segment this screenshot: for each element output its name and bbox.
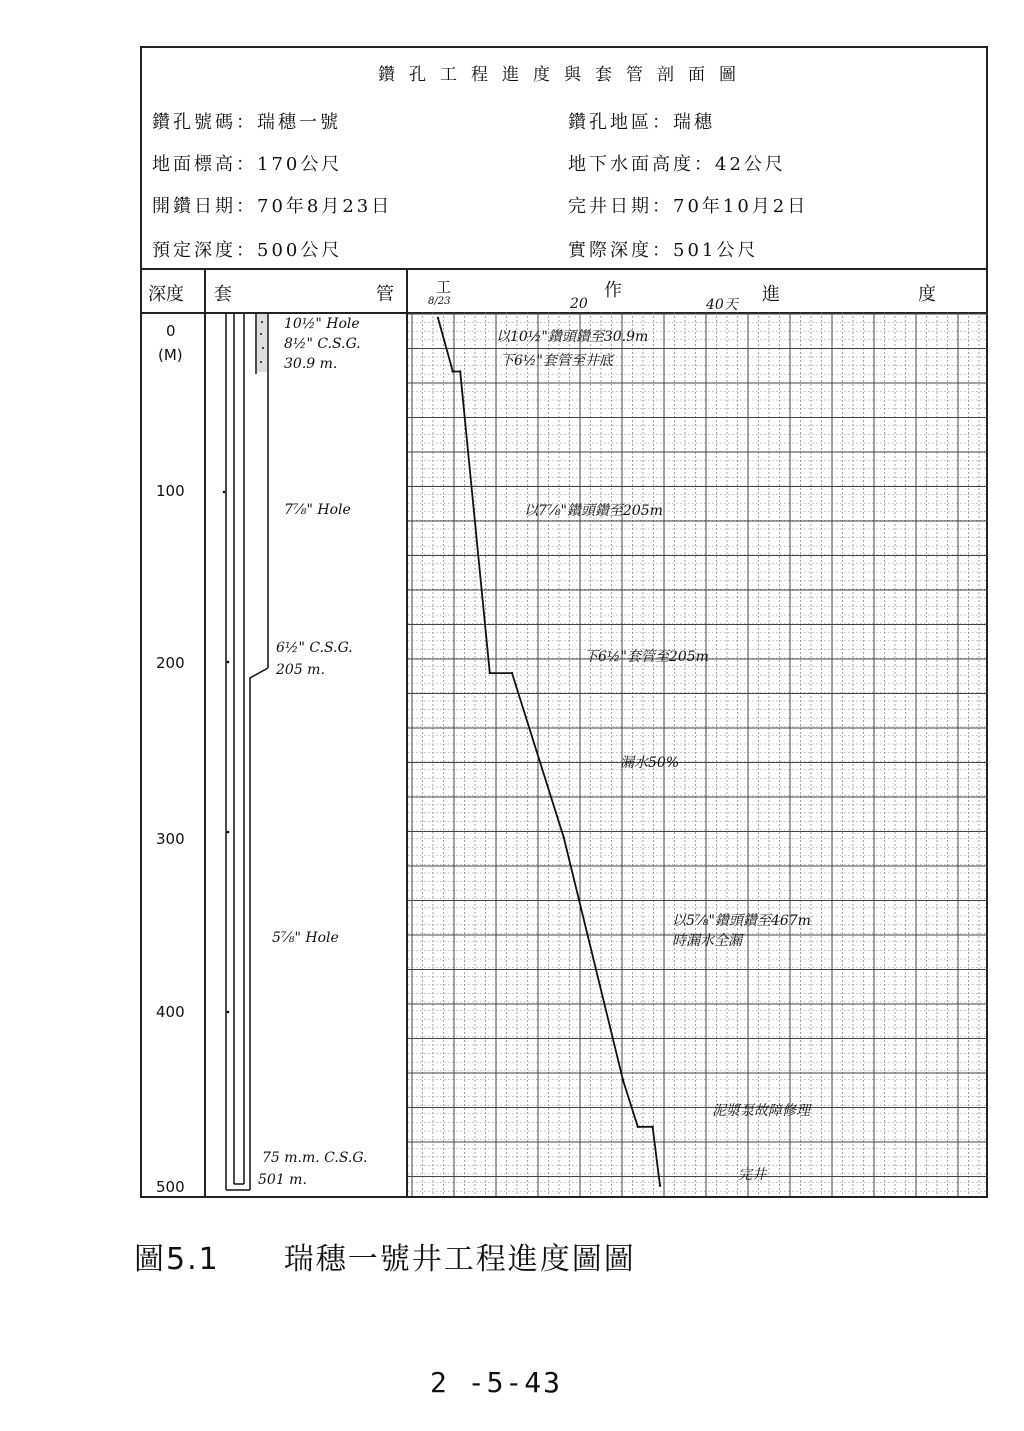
progress-header-1: 工	[436, 278, 452, 296]
casing-header-left: 套	[214, 284, 232, 305]
progress-note-5: 漏水50%	[620, 755, 680, 771]
progress-note-6: 以5⅞"鑽頭鑽至467m	[672, 913, 811, 929]
casing-note-csg2-depth: 205 m.	[276, 662, 325, 678]
day-label-20: 20	[570, 296, 588, 312]
elevation-value: 170公尺	[257, 154, 343, 175]
figure-title: 鑽孔工程進度與套管剖面圖	[378, 65, 750, 85]
progress-point	[511, 672, 513, 674]
well-no-label: 鑽孔號碼：	[152, 112, 257, 133]
water-level	[568, 150, 786, 176]
progress-note-7: 時漏水全漏	[672, 933, 742, 949]
bottom-border	[140, 1196, 988, 1198]
depth-tick-300: 300	[156, 830, 185, 848]
progress-note-8: 泥漿泵故障修理	[712, 1103, 810, 1119]
planned-depth	[152, 236, 342, 262]
start-date-label: 開鑽日期：	[152, 196, 257, 217]
progress-note-4: 下6½"套管至205m	[584, 649, 709, 665]
actual-depth-value: 501公尺	[673, 240, 759, 261]
progress-header-2: 作	[604, 280, 622, 301]
progress-note-1: 以10½"鑽頭鑽至30.9m	[496, 329, 649, 345]
finish-date	[568, 192, 808, 218]
actual-depth	[568, 236, 758, 262]
progress-point	[459, 370, 461, 372]
progress-point	[659, 1185, 661, 1187]
well-no-value: 瑞穗一號	[257, 112, 341, 133]
casing-note-hole3: 5⅞" Hole	[272, 930, 339, 946]
progress-point	[637, 1126, 639, 1128]
day-label-start: 8/23	[428, 296, 451, 307]
day-label-40: 40天	[706, 297, 738, 313]
figure-caption: 圖5.1 瑞穗一號井工程進度圖圖	[134, 1242, 636, 1277]
depth-unit: (M)	[158, 346, 183, 364]
casing-note-csg3-depth: 501 m.	[258, 1172, 307, 1188]
casing-note-csg3: 75 m.m. C.S.G.	[262, 1150, 368, 1166]
area-value: 瑞穗	[673, 112, 715, 133]
water-level-label: 地下水面高度：	[568, 154, 715, 175]
depth-tick-500: 500	[156, 1178, 185, 1196]
depth-tick-0: 0	[166, 322, 176, 340]
chart-grid	[408, 312, 988, 1196]
depth-tick-400: 400	[156, 1003, 185, 1021]
elevation-label: 地面標高：	[152, 154, 257, 175]
elevation	[152, 150, 342, 176]
depth-column-header: 深度	[148, 284, 184, 305]
progress-header-3: 進	[762, 284, 780, 305]
casing-note-hole1: 10½" Hole	[284, 316, 360, 332]
progress-header-4: 度	[918, 284, 936, 305]
progress-chart	[408, 312, 988, 1196]
finish-date-value: 70年10月2日	[673, 196, 809, 217]
depth-tick-100: 100	[156, 482, 185, 500]
progress-note-2: 下6½"套管至井底	[500, 353, 613, 369]
area	[568, 108, 715, 134]
water-level-value: 42公尺	[715, 154, 786, 175]
progress-point	[452, 370, 454, 372]
area-label: 鑽孔地區：	[568, 112, 673, 133]
page-number: 2 -5-43	[430, 1366, 563, 1399]
progress-point	[489, 672, 491, 674]
casing-diagram	[206, 312, 406, 1196]
progress-note-9: 完井	[738, 1167, 766, 1183]
header-divider	[140, 268, 988, 270]
start-date-value: 70年8月23日	[257, 196, 393, 217]
actual-depth-label: 實際深度：	[568, 240, 673, 261]
casing-header-right: 管	[376, 284, 394, 305]
progress-note-3: 以7⅞"鑽頭鑽至205m	[524, 503, 663, 519]
casing-note-csg1-depth: 30.9 m.	[284, 356, 338, 372]
progress-point	[651, 1126, 653, 1128]
start-date	[152, 192, 392, 218]
planned-depth-label: 預定深度：	[152, 240, 257, 261]
finish-date-label: 完井日期：	[568, 196, 673, 217]
well-no	[152, 108, 341, 134]
progress-point	[437, 317, 439, 319]
casing-note-hole2: 7⅞" Hole	[284, 502, 351, 518]
progress-point	[622, 1079, 624, 1081]
depth-tick-200: 200	[156, 654, 185, 672]
casing-note-csg1: 8½" C.S.G.	[284, 336, 361, 352]
casing-note-csg2: 6½" C.S.G.	[276, 640, 353, 656]
planned-depth-value: 500公尺	[257, 240, 343, 261]
progress-point	[563, 836, 565, 838]
